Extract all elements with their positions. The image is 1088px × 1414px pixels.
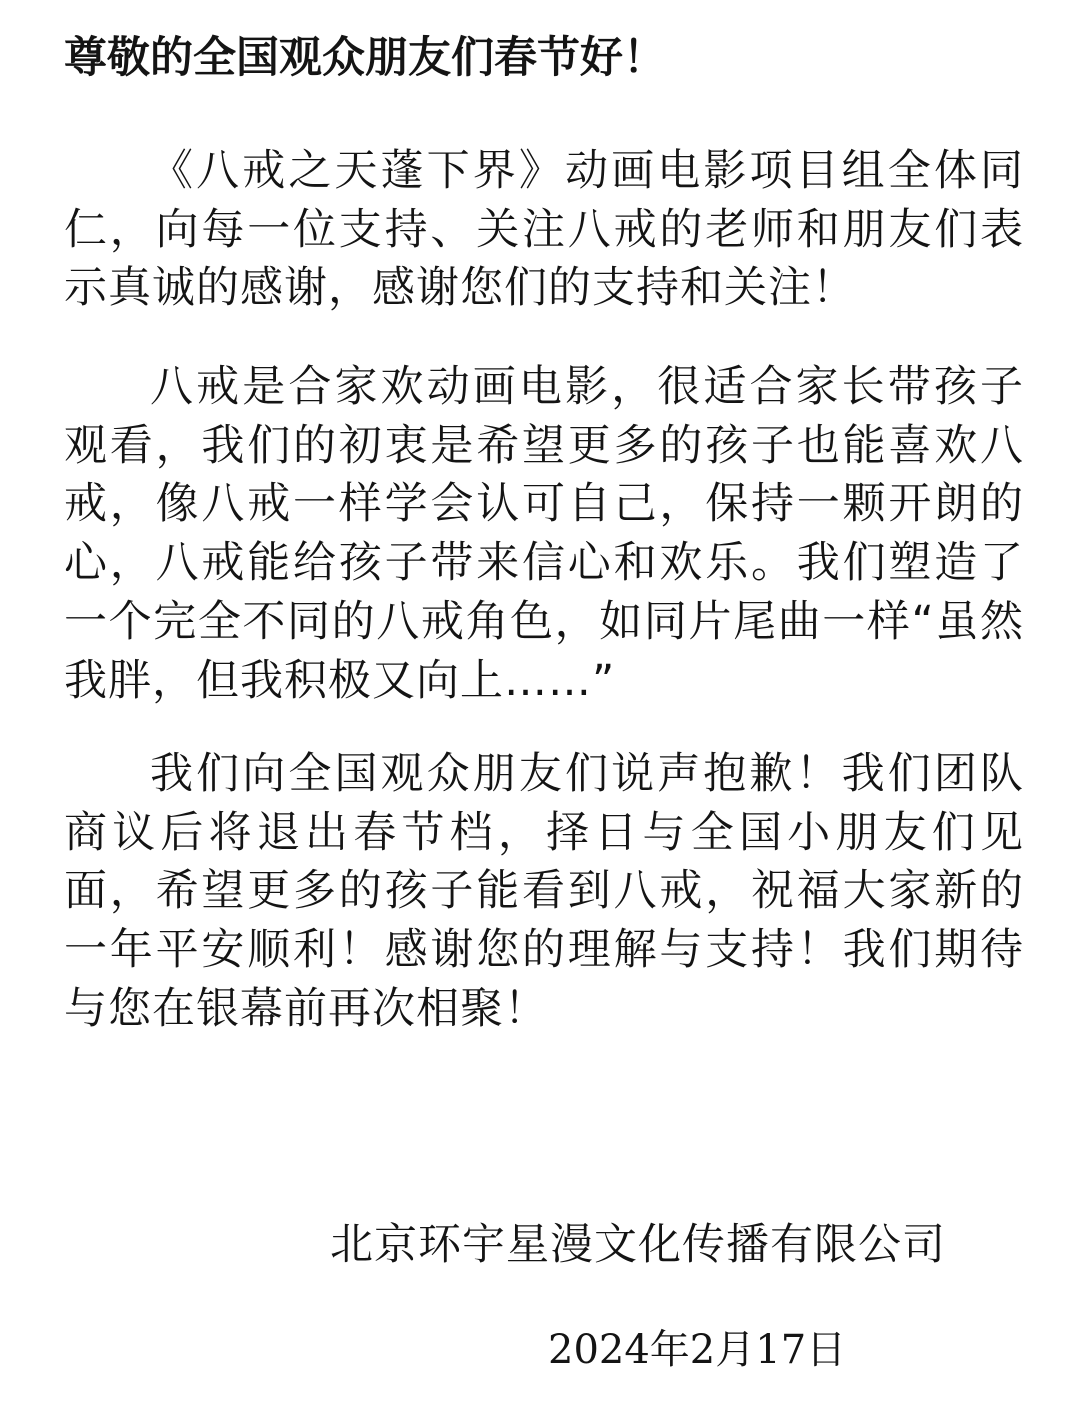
letter-greeting-title: 尊敬的全国观众朋友们春节好！ — [64, 33, 666, 83]
letter-paragraph-2: 八戒是合家欢动画电影，很适合家长带孩子观看，我们的初衷是希望更多的孩子也能喜欢八戒，像八戒一样学会认可自己，保持一颗开朗的心，八戒能给孩子带来信心和欢乐。我们塑造了一个完全不同的八戒角色，如同片尾曲一样“虽然我胖，但我积极又向上……” — [64, 362, 1024, 706]
letter-paragraph-3: 我们向全国观众朋友们说声抱歉！我们团队商议后将退出春节档，择日与全国小朋友们见面，希望更多的孩子能看到八戒，祝福大家新的一年平安顺利！感谢您的理解与支持！我们期待与您在银幕前再次相聚！ — [64, 749, 1024, 1034]
letter-paragraph-1: 《八戒之天蓬下界》动画电影项目组全体同仁，向每一位支持、关注八戒的老师和朋友们表示真诚的感谢，感谢您们的支持和关注！ — [64, 146, 1024, 314]
signature-date: 2024年2月17日 — [548, 1327, 847, 1373]
signature-company: 北京环宇星漫文化传播有限公司 — [330, 1220, 946, 1270]
